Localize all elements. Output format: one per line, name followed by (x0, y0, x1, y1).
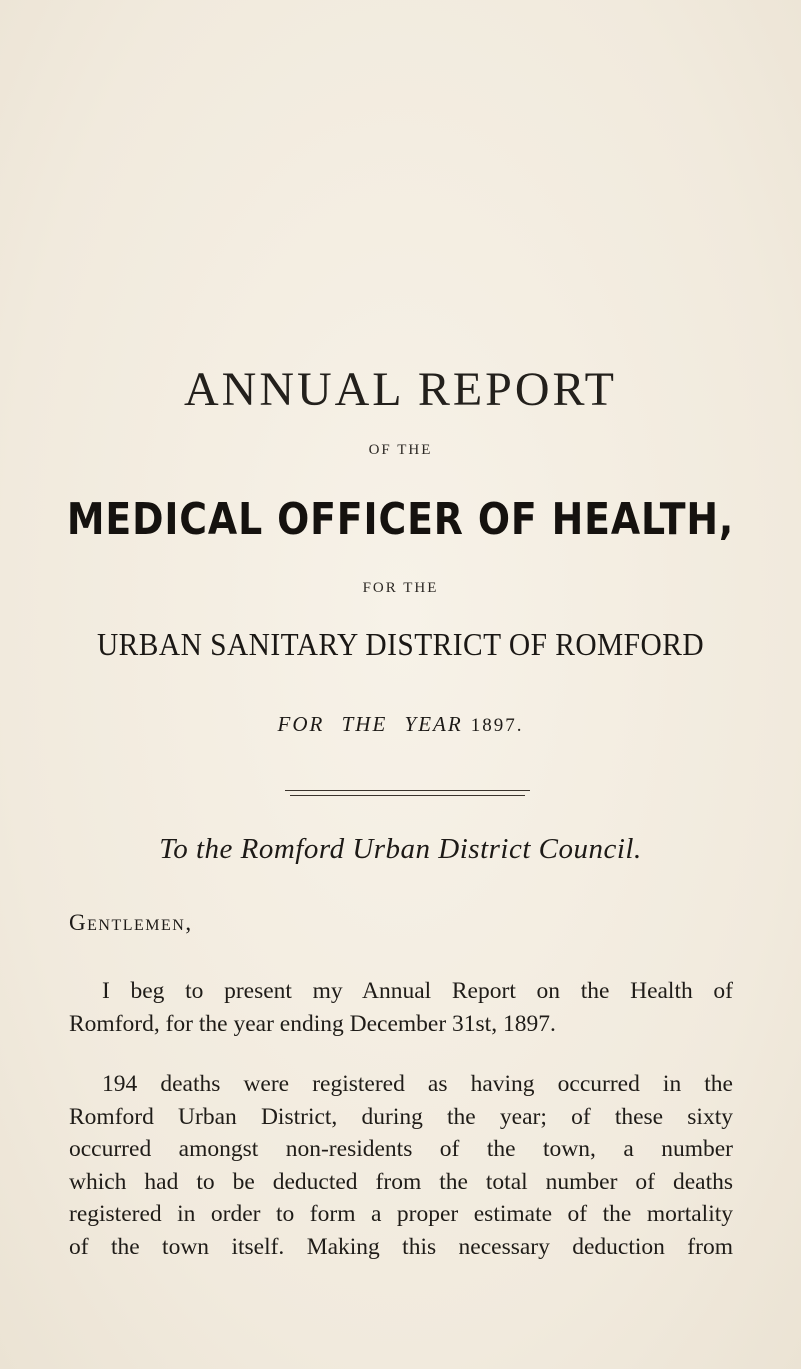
paragraph-line: 194 deaths were registered as having occurred in the (102, 1071, 733, 1097)
paragraph-line: registered in order to form a proper estimate of the mortality (69, 1201, 733, 1227)
paragraph-line: Romford Urban District, during the year; of these sixty (69, 1103, 733, 1130)
for-the-line: FOR THE (362, 580, 439, 596)
paragraph-line: Romford, for the year ending December 31st, 1897. (69, 1010, 556, 1037)
divider-rule-top (285, 790, 530, 791)
paragraph-intro (69, 975, 733, 1040)
salutation: Gentlemen, (69, 910, 193, 935)
address-line: To the Romford Urban District Council. (159, 833, 642, 865)
year-prefix: FOR THE YEAR (277, 712, 463, 736)
paragraph-line: occurred amongst non-residents of the town, a number (69, 1136, 733, 1162)
district-title: URBAN SANITARY DISTRICT OF ROMFORD (96, 626, 705, 662)
paragraph-deaths (69, 1068, 733, 1263)
paragraph-line: I beg to present my Annual Report on the Health of (102, 978, 733, 1004)
year-value: 1897. (470, 715, 524, 736)
office-title: MEDICAL OFFICER OF HEALTH, (66, 494, 735, 545)
of-the-line: OF THE (368, 442, 433, 458)
paragraph-line: which had to be deducted from the total number of deaths (69, 1168, 733, 1195)
year-line (0, 712, 801, 737)
paragraph-line: of the town itself. Making this necessary deduction from (69, 1233, 733, 1260)
report-title: ANNUAL REPORT (183, 363, 617, 416)
divider-rule-bottom (290, 795, 525, 796)
